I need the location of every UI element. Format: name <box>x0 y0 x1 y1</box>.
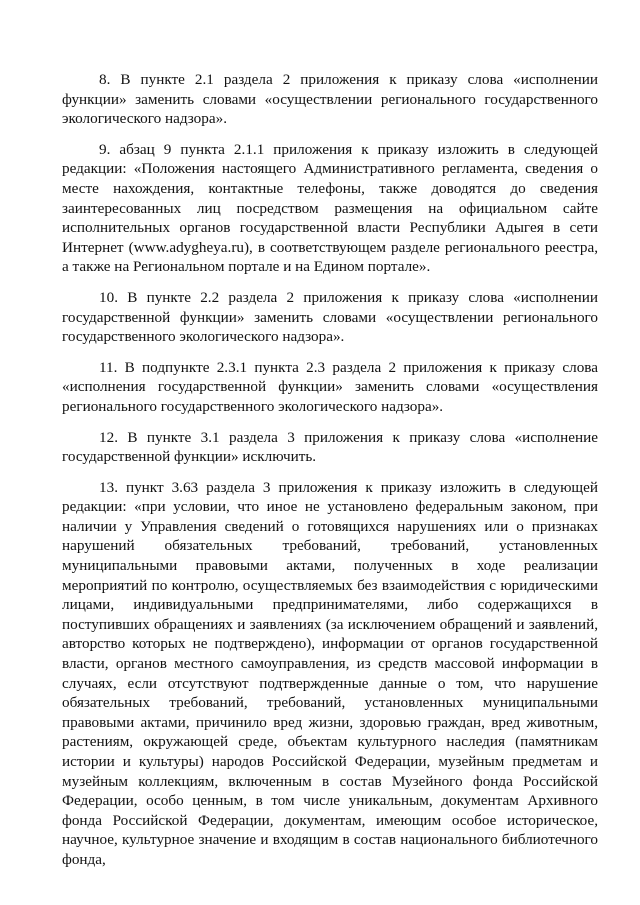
paragraph-item-12: 12. В пункте 3.1 раздела 3 приложения к приказу слова «исполнение государственной функции» исключить. <box>62 428 598 466</box>
paragraph-item-11: 11. В подпункте 2.3.1 пункта 2.3 раздела 2 приложения к приказу слова «исполнения государственной функции» заменить словами «осуществления регионального государственного экологического надзора». <box>62 358 598 415</box>
paragraph-item-8: 8. В пункте 2.1 раздела 2 приложения к приказу слова «исполнении функции» заменить словами «осуществлении регионального государственного экологического надзора». <box>62 71 598 128</box>
paragraph-item-13: 13. пункт 3.63 раздела 3 приложения к приказу изложить в следующей редакции: «при условии, что иное не установлено федеральным законом, при наличии у Управления сведений о готовящихся нарушениях или о признаках нарушений обязательных требований, требований, установленных муниципальными правовыми актами, полученных в ходе реализации мероприятий по контролю, осуществляемых без взаимодействия с юридическими лицами, индивидуальными предпринимателями, либо содержащихся в поступивших обращениях и заявлениях (за исключением обращений и заявлений, авторство которых не подтверждено), информации от органов государственной власти, органов местного самоуправления, из средств массовой информации в случаях, если отсутствуют подтвержденные данные о том, что нарушение обязательных требований, требований, установленных муниципальными правовыми актами, причинило вред жизни, здоровью граждан, вред животным, растениям, окружающей среде, объектам культурного наследия (памятникам истории и культуры) народов Российской Федерации, музейным предметам и музейным коллекциям, включенным в состав Музейного фонда Российской Федерации, особо ценным, в том числе уникальным, документам Архивного фонда Российской Федерации, документам, имеющим особое историческое, научное, культурное значение и входящим в состав национального библиотечного фонда, <box>62 478 598 868</box>
document-page <box>62 70 598 881</box>
paragraph-item-10: 10. В пункте 2.2 раздела 2 приложения к приказу слова «исполнении государственной функции» заменить словами «осуществлении регионального государственного экологического надзора». <box>62 288 598 346</box>
paragraph-item-9: 9. абзац 9 пункта 2.1.1 приложения к приказу изложить в следующей редакции: «Положения настоящего Административного регламента, сведения о месте нахождения, контактные телефоны, также доводятся до сведения заинтересованных лиц посредством размещения на официальном сайте исполнительных органов государственной власти Республики Адыгея в сети Интернет (www.adygheya.ru), в соответствующем разделе регионального реестра, а также на Региональном портале и на Едином портале». <box>62 140 598 276</box>
